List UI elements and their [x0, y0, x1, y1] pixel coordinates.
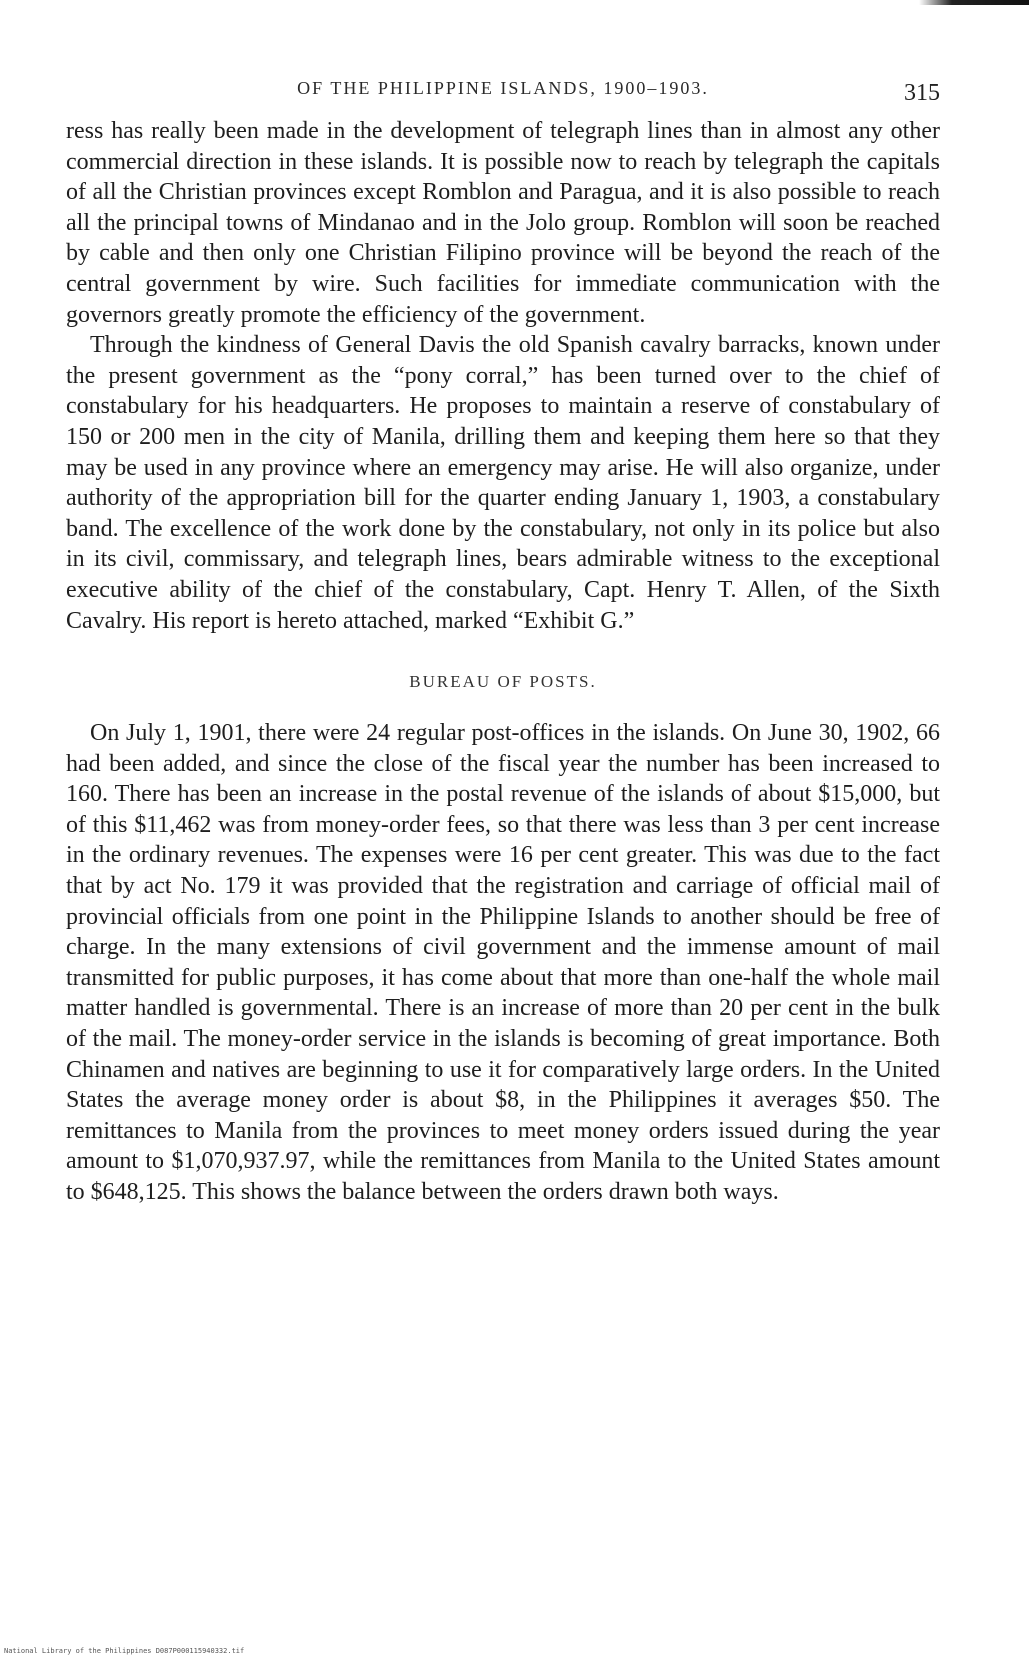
- scan-edge-mark: [919, 0, 1029, 5]
- running-title: OF THE PHILIPPINE ISLANDS, 1900–1903.: [297, 78, 709, 98]
- scan-source-footer: National Library of the Philippines D087P000115940332.tif: [4, 1647, 245, 1655]
- paragraph-constabulary: Through the kindness of General Davis the old Spanish cavalry barracks, known under the present government as the “pony corral,” has been turned over to the chief of constabulary for his headquarters. He proposes to maintain a reserve of constabulary of 150 or 200 men in the city of Manila, drilling them and keeping them here so that they may be used in any province where an emergency may arise. He will also organize, under authority of the appropriation bill for the quarter ending January 1, 1903, a constabulary band. The excellence of the work done by the constabulary, not only in its police but also in its civil, commissary, and telegraph lines, bears admirable witness to the exceptional executive ability of the chief of the constabulary, Capt. Henry T. Allen, of the Sixth Cavalry. His report is hereto attached, marked “Exhibit G.”: [66, 332, 940, 634]
- page-number: 315: [904, 80, 940, 106]
- running-header: [66, 70, 940, 112]
- paragraph-bureau-of-posts: On July 1, 1901, there were 24 regular post-offices in the islands. On June 30, 1902, 66 had been added, and since the close of the fiscal year the number has been increased to 160. There has been an increase in the postal revenue of the islands of about $15,000, but of this $11,462 was from money-order fees, so that there was less than 3 per cent increase in the ordinary revenues. The expenses were 16 per cent greater. This was due to the fact that by act No. 179 it was provided that the registration and carriage of official mail of provincial officials from one point in the Philippine Islands to another should be free of charge. In the many extensions of civil government and the immense amount of mail transmitted for public purposes, it has come about that more than one-half the whole mail matter handled is governmental. There is an increase of more than 20 per cent in the bulk of the mail. The money-order service in the islands is becoming of great importance. Both Chinamen and natives are beginning to use it for comparatively large orders. In the United States the average money order is about $8, in the Philippines it averages $50. The remittances to Manila from the provinces to meet money orders issued during the year amount to $1,070,937.97, while the remittances from Manila to the United States amount to $648,125. This shows the balance between the orders drawn both ways.: [66, 720, 940, 1205]
- paragraph-telegraph: ress has really been made in the development of telegraph lines than in almost any other commercial direction in these islands. It is possible now to reach by telegraph the capitals of all the Christian provinces except Romblon and Paragua, and it is also possible to reach all the principal towns of Mindanao and in the Jolo group. Romblon will soon be reached by cable and then only one Christian Filipino province will be beyond the reach of the central government by wire. Such facilities for immediate communication with the governors greatly promote the efficiency of the government.: [66, 118, 940, 328]
- section-heading-bureau-of-posts: BUREAU OF POSTS.: [409, 672, 597, 692]
- document-page: [66, 70, 940, 1208]
